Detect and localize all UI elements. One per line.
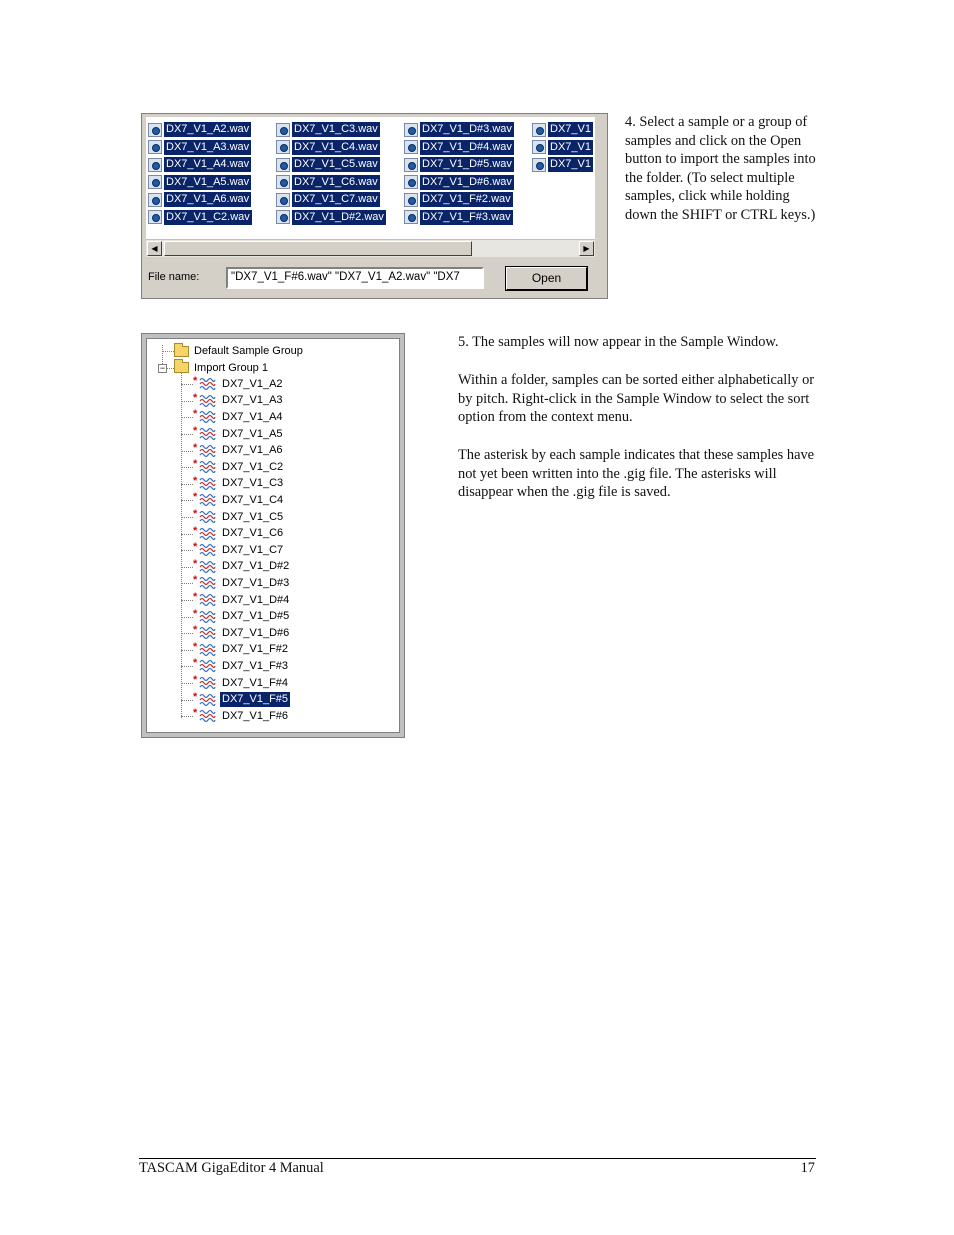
file-open-dialog-screenshot — [141, 113, 608, 299]
file-item-label: DX7_V1_C2.wav — [166, 210, 250, 223]
wav-file-icon — [148, 175, 162, 189]
file-item[interactable] — [276, 139, 386, 157]
unsaved-asterisk: * — [193, 657, 198, 670]
tree-sample-label: DX7_V1_D#2 — [222, 560, 290, 573]
tree-connector — [181, 683, 193, 684]
file-item-label: DX7_V1_C6.wav — [294, 175, 378, 188]
tree-connector — [181, 583, 193, 584]
footer-title: TASCAM GigaEditor 4 Manual — [139, 1160, 324, 1176]
unsaved-asterisk: * — [193, 674, 198, 686]
asterisk-note-text: The asterisk by each sample indicates that these samples have not yet been written into the .gig file. The asterisks will disappear when the .gig file is saved. — [458, 447, 815, 501]
file-item-label: DX7_V1_D#6.wav — [422, 175, 512, 188]
sample-window-tree-screenshot — [141, 333, 405, 738]
tree-sample-item[interactable] — [193, 492, 285, 508]
unsaved-asterisk: * — [193, 474, 198, 487]
tree-sample-label: DX7_V1_A2 — [222, 377, 283, 390]
unsaved-asterisk: * — [193, 458, 198, 471]
waveform-icon — [199, 477, 216, 491]
tree-folder[interactable] — [174, 360, 268, 376]
waveform-icon — [199, 394, 216, 408]
wav-file-icon — [404, 140, 418, 154]
file-item[interactable] — [404, 174, 514, 192]
tree-connector — [181, 633, 193, 634]
file-item[interactable] — [532, 156, 593, 174]
wav-file-icon — [148, 193, 162, 207]
file-item[interactable] — [276, 121, 386, 139]
tree-connector — [181, 384, 193, 385]
wav-file-icon — [404, 123, 418, 137]
tree-folder-label: Import Group 1 — [194, 361, 268, 374]
unsaved-asterisk: * — [193, 591, 198, 603]
waveform-icon — [199, 709, 216, 723]
collapse-toggle[interactable]: − — [159, 362, 166, 373]
file-list[interactable] — [146, 117, 595, 243]
file-item[interactable] — [404, 191, 514, 209]
waveform-icon — [199, 643, 216, 657]
tree-sample-label: DX7_V1_C6 — [222, 527, 284, 540]
tree-sample-label: DX7_V1_C3 — [222, 477, 284, 490]
tree-sample-label: DX7_V1_D#4 — [222, 593, 290, 606]
tree-folder-label: Default Sample Group — [194, 345, 303, 357]
scroll-right-button[interactable]: ▶ — [579, 241, 594, 256]
unsaved-asterisk: * — [193, 607, 198, 620]
tree-connector — [181, 517, 193, 518]
wav-file-icon — [404, 210, 418, 224]
file-name-label: File name: — [148, 271, 200, 283]
tree-folder[interactable] — [174, 343, 303, 359]
waveform-icon — [199, 444, 216, 458]
tree-sample-item[interactable] — [193, 658, 290, 674]
file-item-label: DX7_V1 — [550, 158, 591, 171]
file-column — [404, 121, 514, 226]
file-item-label: DX7_V1_C7.wav — [294, 193, 378, 206]
wav-file-icon — [276, 175, 290, 189]
tree-sample-item[interactable] — [193, 692, 290, 708]
file-item-label: DX7_V1_F#2.wav — [422, 193, 511, 206]
tree-connector — [181, 600, 193, 601]
tree-connector — [181, 401, 193, 402]
tree-connector — [181, 650, 193, 651]
file-item[interactable] — [404, 139, 514, 157]
tree-sample-label: DX7_V1_D#3 — [222, 576, 290, 589]
file-item-label: DX7_V1_A5.wav — [166, 175, 250, 188]
tree-sample-item[interactable] — [193, 592, 291, 608]
waveform-icon — [199, 527, 216, 541]
tree-sample-label: DX7_V1_A6 — [222, 444, 283, 457]
file-item-label: DX7_V1_C5.wav — [294, 158, 378, 171]
step-5-text: 5. The samples will now appear in the Sample Window. — [458, 334, 779, 350]
waveform-icon — [199, 543, 216, 557]
wav-file-icon — [148, 158, 162, 172]
tree-sample-item[interactable] — [193, 393, 285, 409]
tree-sample-item[interactable] — [193, 459, 285, 475]
tree-sample-label: DX7_V1_F#3 — [222, 659, 289, 672]
wav-file-icon — [532, 158, 546, 172]
tree-sample-item[interactable] — [193, 625, 291, 641]
tree-sample-label: DX7_V1_F#5 — [222, 693, 289, 706]
tree-connector — [181, 617, 193, 618]
wav-file-icon — [276, 210, 290, 224]
file-item[interactable] — [148, 121, 252, 139]
waveform-icon — [199, 693, 216, 707]
tree-connector — [181, 534, 193, 535]
tree-sample-label: DX7_V1_F#6 — [222, 709, 289, 722]
wav-file-icon — [532, 123, 546, 137]
waveform-icon — [199, 560, 216, 574]
tree-sample-label: DX7_V1_C4 — [222, 493, 284, 506]
file-item[interactable] — [532, 121, 593, 139]
unsaved-asterisk: * — [193, 541, 198, 554]
open-button[interactable]: Open — [505, 266, 588, 291]
folder-icon — [174, 362, 189, 373]
file-column — [148, 121, 252, 226]
tree-connector — [181, 484, 193, 485]
wav-file-icon — [148, 210, 162, 224]
file-item[interactable] — [148, 174, 252, 192]
unsaved-asterisk: * — [193, 640, 198, 653]
file-item[interactable] — [148, 209, 252, 227]
tree-connector — [181, 417, 193, 418]
file-item[interactable] — [404, 121, 514, 139]
wav-file-icon — [276, 193, 290, 207]
file-item[interactable] — [276, 174, 386, 192]
horizontal-scrollbar[interactable] — [146, 239, 595, 257]
unsaved-asterisk: * — [193, 491, 198, 504]
unsaved-asterisk: * — [193, 425, 198, 437]
tree-sample-label: DX7_V1_C7 — [222, 543, 284, 556]
file-item-label: DX7_V1_F#3.wav — [422, 210, 511, 223]
tree-sample-label: DX7_V1_C5 — [222, 510, 284, 523]
waveform-icon — [199, 593, 216, 607]
tree-sample-label: DX7_V1_F#2 — [222, 643, 289, 656]
file-item[interactable] — [276, 156, 386, 174]
file-item-label: DX7_V1_D#3.wav — [422, 123, 512, 136]
footer-divider — [139, 1158, 816, 1159]
file-item[interactable] — [276, 209, 386, 227]
waveform-icon — [199, 410, 216, 424]
waveform-icon — [199, 460, 216, 474]
tree-sample-item[interactable] — [193, 509, 285, 525]
tree-sample-item[interactable] — [193, 476, 285, 492]
file-item[interactable] — [148, 156, 252, 174]
waveform-icon — [199, 676, 216, 690]
file-item-label: DX7_V1_A6.wav — [166, 193, 250, 206]
tree-sample-item[interactable] — [193, 708, 290, 724]
wav-file-icon — [404, 158, 418, 172]
tree-sample-item[interactable] — [193, 542, 285, 558]
file-name-input[interactable]: "DX7_V1_F#6.wav" "DX7_V1_A2.wav" "DX7 — [226, 267, 484, 289]
tree-sample-label: DX7_V1_D#5 — [222, 610, 290, 623]
folder-icon — [174, 346, 189, 357]
tree-sample-item[interactable] — [193, 426, 285, 442]
wav-file-icon — [276, 140, 290, 154]
sort-note-text: Within a folder, samples can be sorted either alphabetically or by pitch. Right-click in the Sample Window to select the sort option from the context menu. — [458, 372, 815, 426]
scroll-thumb[interactable] — [164, 241, 472, 256]
waveform-icon — [199, 610, 216, 624]
step-4-text: 4. Select a sample or a group of samples and click on the Open button to import the samples into the folder. (To select multiple samples, click while holding down the SHIFT or CTRL keys.) — [625, 114, 816, 223]
unsaved-asterisk: * — [193, 391, 198, 404]
tree-sample-item[interactable] — [193, 609, 291, 625]
tree-sample-item[interactable] — [193, 376, 285, 392]
file-item[interactable] — [148, 139, 252, 157]
tree-connector — [181, 434, 193, 435]
waveform-icon — [199, 377, 216, 391]
unsaved-asterisk: * — [193, 624, 198, 637]
waveform-icon — [199, 576, 216, 590]
file-item-label: DX7_V1 — [550, 140, 591, 153]
wav-file-icon — [404, 175, 418, 189]
tree-sample-label: DX7_V1_D#6 — [222, 626, 290, 639]
waveform-icon — [199, 659, 216, 673]
unsaved-asterisk: * — [193, 574, 198, 587]
tree-sample-item[interactable] — [193, 409, 285, 425]
tree-connector — [181, 500, 193, 501]
wav-file-icon — [148, 123, 162, 137]
tree-sample-label: DX7_V1_A5 — [222, 427, 283, 440]
unsaved-asterisk: * — [193, 441, 198, 454]
tree-connector — [181, 550, 193, 551]
sample-tree[interactable] — [146, 338, 400, 733]
file-item[interactable] — [276, 191, 386, 209]
tree-sample-item[interactable] — [193, 675, 290, 691]
wav-file-icon — [404, 193, 418, 207]
unsaved-asterisk: * — [193, 690, 198, 703]
file-item-label: DX7_V1_C3.wav — [294, 123, 378, 136]
tree-sample-item[interactable] — [193, 575, 291, 591]
waveform-icon — [199, 510, 216, 524]
page-number: 17 — [800, 1160, 815, 1176]
waveform-icon — [199, 427, 216, 441]
tree-sample-label: DX7_V1_C2 — [222, 460, 284, 473]
tree-sample-label: DX7_V1_F#4 — [222, 676, 289, 689]
wav-file-icon — [148, 140, 162, 154]
tree-sample-item[interactable] — [193, 526, 285, 542]
file-item-label: DX7_V1_A4.wav — [166, 158, 250, 171]
file-item[interactable] — [404, 156, 514, 174]
unsaved-asterisk: * — [193, 557, 198, 570]
file-item-label: DX7_V1 — [550, 123, 591, 136]
wav-file-icon — [276, 158, 290, 172]
waveform-icon — [199, 626, 216, 640]
tree-connector — [181, 567, 193, 568]
file-item[interactable] — [532, 139, 593, 157]
wav-file-icon — [276, 123, 290, 137]
file-item-label: DX7_V1_D#5.wav — [422, 158, 512, 171]
unsaved-asterisk: * — [193, 508, 198, 520]
waveform-icon — [199, 493, 216, 507]
file-item-label: DX7_V1_A3.wav — [166, 140, 250, 153]
unsaved-asterisk: * — [193, 524, 198, 537]
tree-sample-item[interactable] — [193, 642, 290, 658]
file-column — [276, 121, 386, 226]
tree-connector — [181, 451, 193, 452]
unsaved-asterisk: * — [193, 375, 198, 388]
file-item[interactable] — [148, 191, 252, 209]
file-item-label: DX7_V1_D#2.wav — [294, 210, 384, 223]
file-item[interactable] — [404, 209, 514, 227]
tree-sample-label: DX7_V1_A4 — [222, 410, 283, 423]
tree-sample-item[interactable] — [193, 559, 291, 575]
file-item-label: DX7_V1_C4.wav — [294, 140, 378, 153]
tree-connector — [162, 351, 174, 352]
scroll-left-button[interactable]: ◀ — [147, 241, 162, 256]
tree-connector — [181, 700, 193, 701]
unsaved-asterisk: * — [193, 707, 198, 720]
file-item-label: DX7_V1_A2.wav — [166, 123, 250, 136]
file-item-label: DX7_V1_D#4.wav — [422, 140, 512, 153]
file-column — [532, 121, 593, 174]
tree-sample-label: DX7_V1_A3 — [222, 394, 283, 407]
tree-connector — [181, 716, 193, 717]
tree-sample-item[interactable] — [193, 443, 285, 459]
tree-connector — [181, 467, 193, 468]
unsaved-asterisk: * — [193, 408, 198, 421]
wav-file-icon — [532, 140, 546, 154]
tree-connector — [181, 666, 193, 667]
